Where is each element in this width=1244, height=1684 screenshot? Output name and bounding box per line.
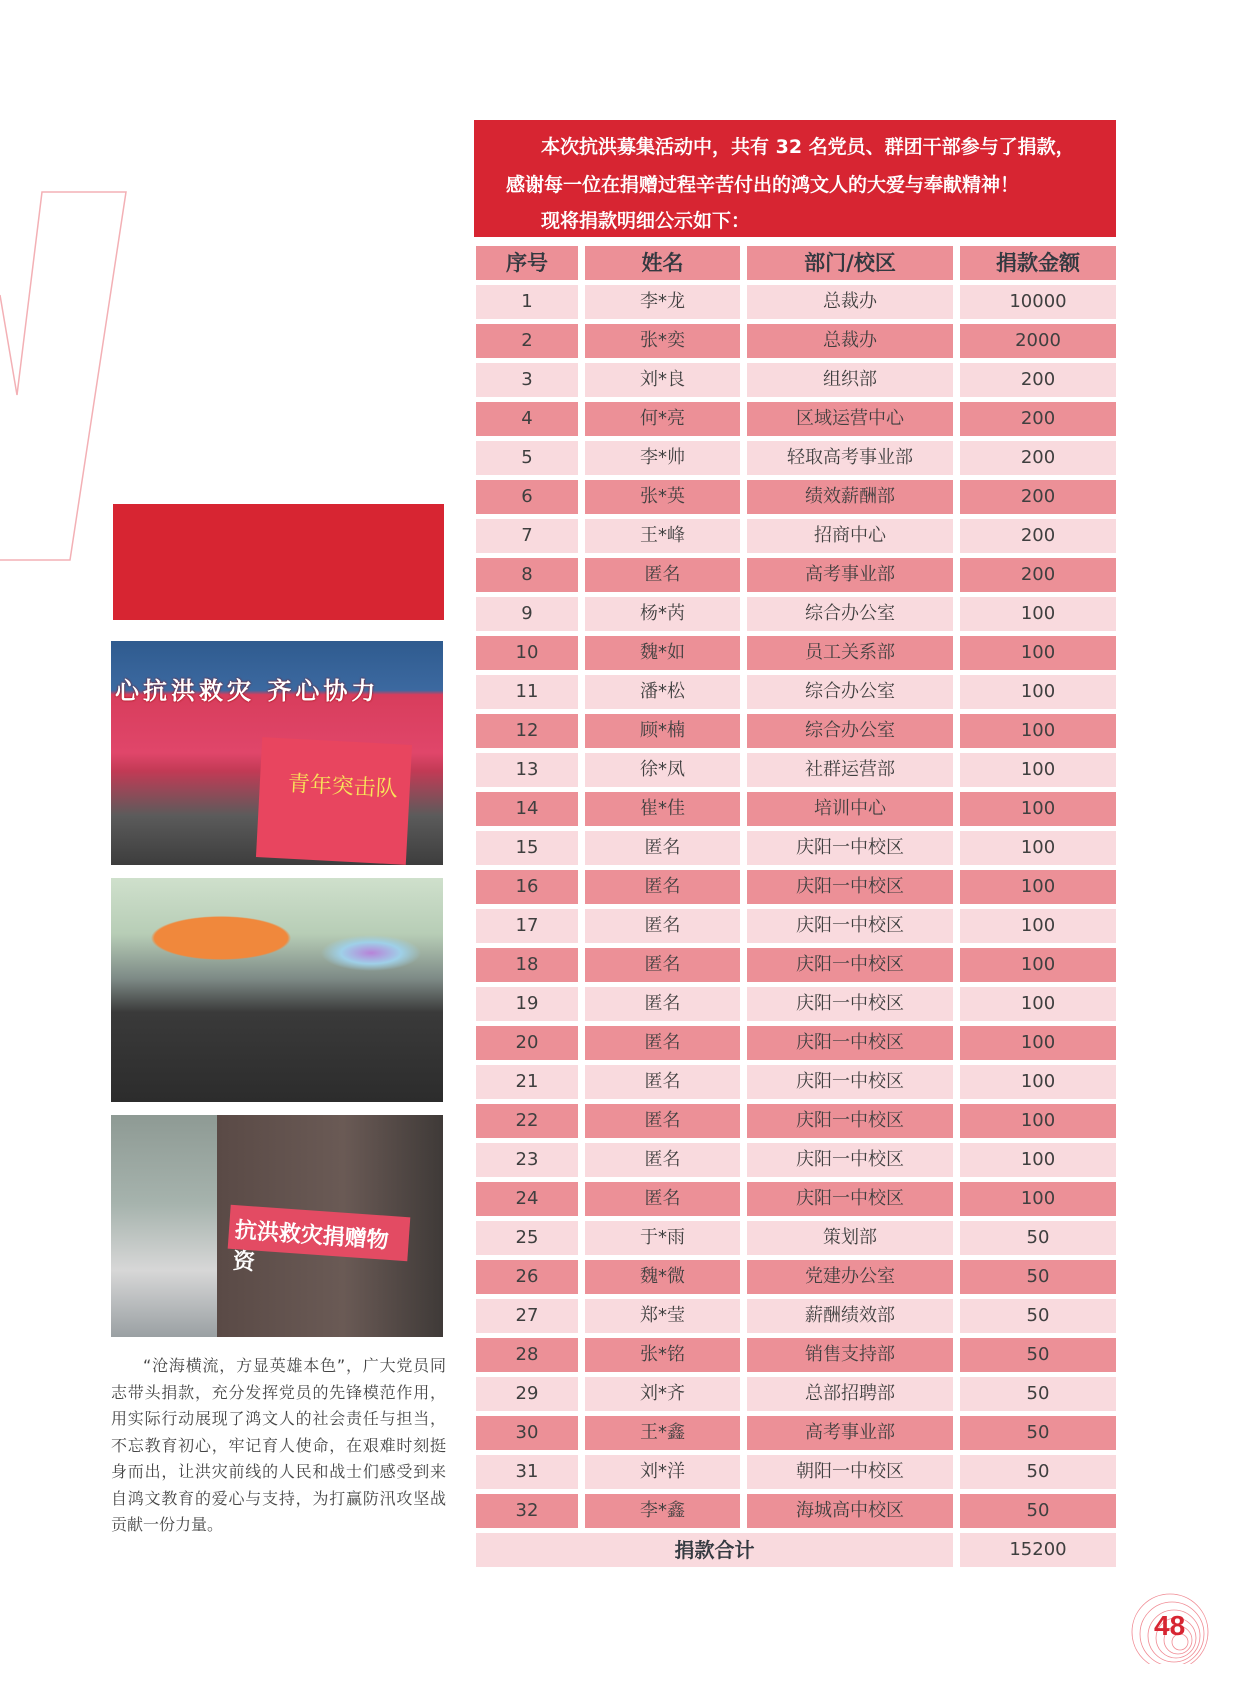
cell-name: 匿名 bbox=[585, 987, 740, 1021]
cell-amount: 50 bbox=[960, 1221, 1116, 1255]
cell-no: 29 bbox=[476, 1377, 578, 1411]
intro-line-3: 现将捐款明细公示如下： bbox=[541, 210, 751, 232]
cell-amount: 200 bbox=[960, 558, 1116, 592]
table-row bbox=[476, 1338, 1116, 1372]
cell-no: 7 bbox=[476, 519, 578, 553]
cell-amount: 50 bbox=[960, 1338, 1116, 1372]
cell-dept: 社群运营部 bbox=[747, 753, 953, 787]
table-row bbox=[476, 1065, 1116, 1099]
cell-amount: 2000 bbox=[960, 324, 1116, 358]
header-dept: 部门/校区 bbox=[747, 246, 953, 280]
total-label: 捐款合计 bbox=[476, 1533, 953, 1567]
cell-name: 郑*莹 bbox=[585, 1299, 740, 1333]
cell-no: 10 bbox=[476, 636, 578, 670]
table-total-row bbox=[476, 1533, 1116, 1567]
cell-amount: 50 bbox=[960, 1416, 1116, 1450]
cell-name: 于*雨 bbox=[585, 1221, 740, 1255]
cell-no: 6 bbox=[476, 480, 578, 514]
cell-dept: 总部招聘部 bbox=[747, 1377, 953, 1411]
table-row bbox=[476, 558, 1116, 592]
cell-name: 匿名 bbox=[585, 1104, 740, 1138]
cell-amount: 100 bbox=[960, 987, 1116, 1021]
cell-dept: 庆阳一中校区 bbox=[747, 1182, 953, 1216]
cell-no: 21 bbox=[476, 1065, 578, 1099]
table-row bbox=[476, 1455, 1116, 1489]
table-row bbox=[476, 909, 1116, 943]
cell-dept: 庆阳一中校区 bbox=[747, 987, 953, 1021]
cell-name: 匿名 bbox=[585, 870, 740, 904]
cell-name: 魏*微 bbox=[585, 1260, 740, 1294]
cell-dept: 总裁办 bbox=[747, 285, 953, 319]
cell-no: 31 bbox=[476, 1455, 578, 1489]
cell-amount: 50 bbox=[960, 1455, 1116, 1489]
cell-dept: 员工关系部 bbox=[747, 636, 953, 670]
cell-name: 张*奕 bbox=[585, 324, 740, 358]
table-row bbox=[476, 1143, 1116, 1177]
cell-no: 26 bbox=[476, 1260, 578, 1294]
cell-dept: 高考事业部 bbox=[747, 558, 953, 592]
cell-dept: 综合办公室 bbox=[747, 597, 953, 631]
cell-name: 徐*凤 bbox=[585, 753, 740, 787]
cell-no: 14 bbox=[476, 792, 578, 826]
table-row bbox=[476, 1299, 1116, 1333]
cell-name: 匿名 bbox=[585, 1143, 740, 1177]
table-row bbox=[476, 714, 1116, 748]
cell-no: 2 bbox=[476, 324, 578, 358]
table-row bbox=[476, 402, 1116, 436]
cell-name: 匿名 bbox=[585, 831, 740, 865]
cell-amount: 50 bbox=[960, 1377, 1116, 1411]
table-row bbox=[476, 870, 1116, 904]
table-row bbox=[476, 792, 1116, 826]
cell-dept: 总裁办 bbox=[747, 324, 953, 358]
table-row bbox=[476, 987, 1116, 1021]
cell-amount: 50 bbox=[960, 1299, 1116, 1333]
cell-dept: 综合办公室 bbox=[747, 714, 953, 748]
cell-dept: 高考事业部 bbox=[747, 1416, 953, 1450]
table-row bbox=[476, 753, 1116, 787]
cell-dept: 庆阳一中校区 bbox=[747, 1065, 953, 1099]
cell-name: 匿名 bbox=[585, 1026, 740, 1060]
table-row bbox=[476, 363, 1116, 397]
youth-commando-flag: 青年突击队 bbox=[256, 737, 412, 865]
table-row bbox=[476, 285, 1116, 319]
cell-no: 15 bbox=[476, 831, 578, 865]
cell-name: 刘*齐 bbox=[585, 1377, 740, 1411]
table-row bbox=[476, 324, 1116, 358]
intro-line-1: 本次抗洪募集活动中，共有 32 名党员、群团干部参与了捐款， bbox=[541, 136, 1075, 158]
article-caption bbox=[111, 1353, 446, 1539]
cell-amount: 100 bbox=[960, 675, 1116, 709]
cell-name: 匿名 bbox=[585, 909, 740, 943]
cell-dept: 庆阳一中校区 bbox=[747, 909, 953, 943]
cell-dept: 朝阳一中校区 bbox=[747, 1455, 953, 1489]
table-row bbox=[476, 1377, 1116, 1411]
table-row bbox=[476, 1260, 1116, 1294]
intro-banner bbox=[474, 120, 1116, 237]
header-no: 序号 bbox=[476, 246, 578, 280]
cell-no: 4 bbox=[476, 402, 578, 436]
table-row bbox=[476, 1221, 1116, 1255]
cell-amount: 50 bbox=[960, 1260, 1116, 1294]
cell-amount: 100 bbox=[960, 1182, 1116, 1216]
table-row bbox=[476, 1182, 1116, 1216]
photo-youth-commando-team bbox=[111, 641, 443, 865]
cell-amount: 100 bbox=[960, 948, 1116, 982]
cell-no: 22 bbox=[476, 1104, 578, 1138]
cell-no: 1 bbox=[476, 285, 578, 319]
cell-amount: 100 bbox=[960, 1026, 1116, 1060]
cell-amount: 200 bbox=[960, 480, 1116, 514]
cell-no: 5 bbox=[476, 441, 578, 475]
table-row bbox=[476, 519, 1116, 553]
cell-amount: 100 bbox=[960, 636, 1116, 670]
table-row bbox=[476, 1494, 1116, 1528]
page-number-badge bbox=[1128, 1590, 1212, 1674]
photo-banner-text: 心抗洪救灾 齐心协力 bbox=[115, 677, 380, 705]
table-row bbox=[476, 1026, 1116, 1060]
cell-no: 12 bbox=[476, 714, 578, 748]
header-name: 姓名 bbox=[585, 246, 740, 280]
cell-amount: 100 bbox=[960, 870, 1116, 904]
table-row bbox=[476, 948, 1116, 982]
table-row bbox=[476, 831, 1116, 865]
cell-dept: 组织部 bbox=[747, 363, 953, 397]
cell-name: 匿名 bbox=[585, 1065, 740, 1099]
table-row bbox=[476, 1416, 1116, 1450]
cell-name: 李*龙 bbox=[585, 285, 740, 319]
cell-no: 32 bbox=[476, 1494, 578, 1528]
photo-loading-supplies bbox=[111, 878, 443, 1102]
cell-amount: 200 bbox=[960, 441, 1116, 475]
cell-name: 匿名 bbox=[585, 558, 740, 592]
cell-amount: 50 bbox=[960, 1494, 1116, 1528]
cell-dept: 庆阳一中校区 bbox=[747, 948, 953, 982]
photo-donation-truck bbox=[111, 1115, 443, 1337]
cell-no: 30 bbox=[476, 1416, 578, 1450]
cell-amount: 200 bbox=[960, 519, 1116, 553]
cell-dept: 招商中心 bbox=[747, 519, 953, 553]
cell-amount: 100 bbox=[960, 792, 1116, 826]
cell-name: 王*峰 bbox=[585, 519, 740, 553]
table-row bbox=[476, 675, 1116, 709]
cell-name: 顾*楠 bbox=[585, 714, 740, 748]
total-value: 15200 bbox=[960, 1533, 1116, 1567]
cell-name: 何*亮 bbox=[585, 402, 740, 436]
cell-amount: 100 bbox=[960, 1104, 1116, 1138]
cell-amount: 200 bbox=[960, 402, 1116, 436]
cell-dept: 轻取高考事业部 bbox=[747, 441, 953, 475]
cell-name: 刘*良 bbox=[585, 363, 740, 397]
cell-no: 27 bbox=[476, 1299, 578, 1333]
cell-no: 20 bbox=[476, 1026, 578, 1060]
cell-name: 魏*如 bbox=[585, 636, 740, 670]
cell-no: 23 bbox=[476, 1143, 578, 1177]
cell-no: 24 bbox=[476, 1182, 578, 1216]
cell-no: 19 bbox=[476, 987, 578, 1021]
intro-line-2: 感谢每一位在捐赠过程辛苦付出的鸿文人的大爱与奉献精神！ bbox=[506, 174, 1020, 196]
cell-amount: 100 bbox=[960, 714, 1116, 748]
table-row bbox=[476, 597, 1116, 631]
cell-amount: 100 bbox=[960, 909, 1116, 943]
cell-amount: 10000 bbox=[960, 285, 1116, 319]
cell-amount: 200 bbox=[960, 363, 1116, 397]
cell-dept: 绩效薪酬部 bbox=[747, 480, 953, 514]
truck-banner: 抗洪救灾捐赠物资 bbox=[228, 1205, 411, 1261]
cell-name: 潘*松 bbox=[585, 675, 740, 709]
cell-amount: 100 bbox=[960, 597, 1116, 631]
cell-dept: 区域运营中心 bbox=[747, 402, 953, 436]
cell-dept: 策划部 bbox=[747, 1221, 953, 1255]
cell-dept: 庆阳一中校区 bbox=[747, 870, 953, 904]
cell-dept: 综合办公室 bbox=[747, 675, 953, 709]
cell-no: 18 bbox=[476, 948, 578, 982]
cell-name: 崔*佳 bbox=[585, 792, 740, 826]
cell-name: 杨*芮 bbox=[585, 597, 740, 631]
cell-no: 8 bbox=[476, 558, 578, 592]
page-number: 48 bbox=[1154, 1610, 1186, 1641]
cell-dept: 海城高中校区 bbox=[747, 1494, 953, 1528]
cell-no: 9 bbox=[476, 597, 578, 631]
cell-dept: 销售支持部 bbox=[747, 1338, 953, 1372]
cell-no: 28 bbox=[476, 1338, 578, 1372]
cell-name: 李*鑫 bbox=[585, 1494, 740, 1528]
cell-no: 16 bbox=[476, 870, 578, 904]
cell-amount: 100 bbox=[960, 753, 1116, 787]
cell-dept: 庆阳一中校区 bbox=[747, 1026, 953, 1060]
cell-name: 李*帅 bbox=[585, 441, 740, 475]
cell-dept: 庆阳一中校区 bbox=[747, 831, 953, 865]
table-row bbox=[476, 636, 1116, 670]
caption-text: “沧海横流，方显英雄本色”，广大党员同志带头捐款，充分发挥党员的先锋模范作用，用实际行动展现了鸿文人的社会责任与担当，不忘教育初心，牢记育人使命，在艰难时刻挺身而出，让洪灾前线的人民和战士们感受到来自鸿文教育的爱心与支持，为打赢防汛攻坚战贡献一份力量。 bbox=[111, 1356, 446, 1534]
cell-dept: 庆阳一中校区 bbox=[747, 1143, 953, 1177]
cell-amount: 100 bbox=[960, 1143, 1116, 1177]
decorative-red-block bbox=[113, 504, 444, 620]
cell-name: 匿名 bbox=[585, 948, 740, 982]
cell-no: 17 bbox=[476, 909, 578, 943]
cell-amount: 100 bbox=[960, 1065, 1116, 1099]
cell-dept: 庆阳一中校区 bbox=[747, 1104, 953, 1138]
cell-no: 25 bbox=[476, 1221, 578, 1255]
table-row bbox=[476, 1104, 1116, 1138]
cell-name: 刘*洋 bbox=[585, 1455, 740, 1489]
cell-name: 张*铭 bbox=[585, 1338, 740, 1372]
cell-no: 3 bbox=[476, 363, 578, 397]
table-row bbox=[476, 441, 1116, 475]
cell-name: 王*鑫 bbox=[585, 1416, 740, 1450]
cell-dept: 培训中心 bbox=[747, 792, 953, 826]
cell-name: 匿名 bbox=[585, 1182, 740, 1216]
cell-name: 张*英 bbox=[585, 480, 740, 514]
cell-amount: 100 bbox=[960, 831, 1116, 865]
cell-no: 11 bbox=[476, 675, 578, 709]
table-header-row bbox=[476, 246, 1116, 280]
header-amount: 捐款金额 bbox=[960, 246, 1116, 280]
cell-dept: 薪酬绩效部 bbox=[747, 1299, 953, 1333]
cell-dept: 党建办公室 bbox=[747, 1260, 953, 1294]
table-row bbox=[476, 480, 1116, 514]
cell-no: 13 bbox=[476, 753, 578, 787]
